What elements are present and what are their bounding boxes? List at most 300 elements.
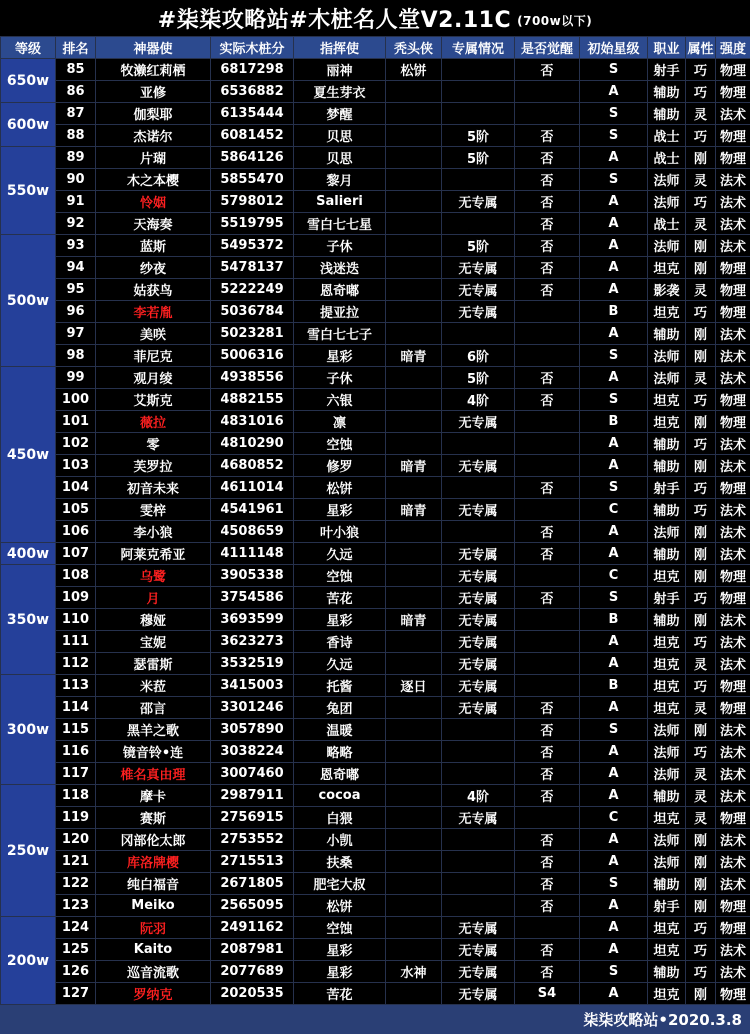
name-cell: 宝妮 — [96, 631, 211, 653]
table-row — [1, 565, 750, 587]
exclusive-cell — [442, 763, 515, 785]
star-cell: A — [580, 191, 648, 213]
name-cell: 月 — [96, 587, 211, 609]
rank-cell: 90 — [56, 169, 96, 191]
column-header: 等级 — [1, 37, 56, 59]
star-cell: S — [580, 587, 648, 609]
attribute-cell: 刚 — [686, 345, 716, 367]
star-cell: A — [580, 697, 648, 719]
attribute-cell: 刚 — [686, 829, 716, 851]
star-cell: C — [580, 565, 648, 587]
exclusive-cell: 6阶 — [442, 345, 515, 367]
star-cell: A — [580, 213, 648, 235]
table-row — [1, 81, 750, 103]
rank-cell: 120 — [56, 829, 96, 851]
exclusive-cell — [442, 323, 515, 345]
exclusive-cell: 无专属 — [442, 411, 515, 433]
class-cell: 战士 — [648, 125, 686, 147]
score-cell: 2715513 — [211, 851, 294, 873]
commander-cell: 丽神 — [294, 59, 386, 81]
score-cell: 4680852 — [211, 455, 294, 477]
rank-cell: 122 — [56, 873, 96, 895]
score-cell: 3415003 — [211, 675, 294, 697]
bald-cell — [386, 477, 442, 499]
star-cell: A — [580, 521, 648, 543]
score-cell: 5478137 — [211, 257, 294, 279]
exclusive-cell: 无专属 — [442, 499, 515, 521]
exclusive-cell: 无专属 — [442, 653, 515, 675]
rank-cell: 99 — [56, 367, 96, 389]
rank-cell: 113 — [56, 675, 96, 697]
commander-cell: Salieri — [294, 191, 386, 213]
class-cell: 辅助 — [648, 455, 686, 477]
name-cell: 怜姻 — [96, 191, 211, 213]
commander-cell: 肥宅大叔 — [294, 873, 386, 895]
table-row — [1, 675, 750, 697]
bald-cell — [386, 257, 442, 279]
awaken-cell — [515, 499, 580, 521]
star-cell: A — [580, 455, 648, 477]
score-cell: 5222249 — [211, 279, 294, 301]
score-cell: 5006316 — [211, 345, 294, 367]
commander-cell: 恩奇嘟 — [294, 763, 386, 785]
commander-cell: 小凯 — [294, 829, 386, 851]
rank-cell: 97 — [56, 323, 96, 345]
name-cell: Kaito — [96, 939, 211, 961]
table-row — [1, 367, 750, 389]
name-cell: 阮羽 — [96, 917, 211, 939]
strength-cell: 法术 — [716, 455, 750, 477]
rank-cell: 100 — [56, 389, 96, 411]
class-cell: 坦克 — [648, 257, 686, 279]
column-header: 是否觉醒 — [515, 37, 580, 59]
bald-cell — [386, 191, 442, 213]
strength-cell: 法术 — [716, 235, 750, 257]
attribute-cell: 刚 — [686, 455, 716, 477]
class-cell: 法师 — [648, 345, 686, 367]
ranking-table — [0, 36, 750, 1005]
table-row — [1, 59, 750, 81]
class-cell: 法师 — [648, 829, 686, 851]
attribute-cell: 灵 — [686, 279, 716, 301]
tier-label: 600w — [1, 103, 56, 147]
name-cell: 芙罗拉 — [96, 455, 211, 477]
star-cell: S — [580, 345, 648, 367]
commander-cell: 香诗 — [294, 631, 386, 653]
name-cell: 初音未来 — [96, 477, 211, 499]
awaken-cell: 否 — [515, 961, 580, 983]
bald-cell — [386, 917, 442, 939]
table-row — [1, 411, 750, 433]
awaken-cell — [515, 301, 580, 323]
attribute-cell: 巧 — [686, 675, 716, 697]
title-text: #柒柒攻略站#木桩名人堂V2.11C — [158, 3, 511, 34]
table-row — [1, 697, 750, 719]
name-cell: 天海奏 — [96, 213, 211, 235]
attribute-cell: 刚 — [686, 235, 716, 257]
class-cell: 战士 — [648, 147, 686, 169]
tier-label: 400w — [1, 543, 56, 565]
score-cell: 6817298 — [211, 59, 294, 81]
table-row — [1, 279, 750, 301]
class-cell: 辅助 — [648, 433, 686, 455]
strength-cell: 物理 — [716, 411, 750, 433]
attribute-cell: 刚 — [686, 565, 716, 587]
attribute-cell: 刚 — [686, 543, 716, 565]
star-cell: A — [580, 763, 648, 785]
bald-cell — [386, 631, 442, 653]
tier-label: 200w — [1, 917, 56, 1005]
attribute-cell: 巧 — [686, 587, 716, 609]
name-cell: 片瑚 — [96, 147, 211, 169]
score-cell: 4111148 — [211, 543, 294, 565]
star-cell: A — [580, 829, 648, 851]
tier-label: 550w — [1, 147, 56, 235]
attribute-cell: 刚 — [686, 257, 716, 279]
awaken-cell: 否 — [515, 191, 580, 213]
commander-cell: 叶小狼 — [294, 521, 386, 543]
table-row — [1, 653, 750, 675]
score-cell: 3905338 — [211, 565, 294, 587]
star-cell: S — [580, 961, 648, 983]
score-cell: 5855470 — [211, 169, 294, 191]
bald-cell: 水神 — [386, 961, 442, 983]
awaken-cell — [515, 565, 580, 587]
class-cell: 射手 — [648, 477, 686, 499]
column-header: 排名 — [56, 37, 96, 59]
rank-cell: 124 — [56, 917, 96, 939]
awaken-cell: 否 — [515, 895, 580, 917]
table-row — [1, 521, 750, 543]
table-row — [1, 235, 750, 257]
rank-cell: 107 — [56, 543, 96, 565]
bald-cell: 暗青 — [386, 609, 442, 631]
table-header-row — [1, 37, 750, 59]
bald-cell — [386, 587, 442, 609]
table-row — [1, 499, 750, 521]
strength-cell: 物理 — [716, 125, 750, 147]
star-cell: A — [580, 851, 648, 873]
bald-cell: 暗青 — [386, 345, 442, 367]
bald-cell — [386, 103, 442, 125]
score-cell: 4611014 — [211, 477, 294, 499]
bald-cell — [386, 235, 442, 257]
strength-cell: 法术 — [716, 741, 750, 763]
commander-cell: 贝思 — [294, 147, 386, 169]
name-cell: 巡音流歌 — [96, 961, 211, 983]
awaken-cell: 否 — [515, 521, 580, 543]
star-cell: S — [580, 169, 648, 191]
attribute-cell: 巧 — [686, 499, 716, 521]
bald-cell — [386, 873, 442, 895]
class-cell: 坦克 — [648, 675, 686, 697]
attribute-cell: 灵 — [686, 785, 716, 807]
awaken-cell: 否 — [515, 147, 580, 169]
star-cell: A — [580, 631, 648, 653]
strength-cell: 物理 — [716, 807, 750, 829]
score-cell: 2077689 — [211, 961, 294, 983]
table-row — [1, 433, 750, 455]
bald-cell: 松饼 — [386, 59, 442, 81]
awaken-cell: 否 — [515, 873, 580, 895]
commander-cell: 星彩 — [294, 345, 386, 367]
exclusive-cell: 无专属 — [442, 983, 515, 1005]
star-cell: A — [580, 235, 648, 257]
exclusive-cell: 无专属 — [442, 301, 515, 323]
table-row — [1, 939, 750, 961]
commander-cell: 兔团 — [294, 697, 386, 719]
star-cell: S — [580, 59, 648, 81]
class-cell: 辅助 — [648, 785, 686, 807]
name-cell: 摩卡 — [96, 785, 211, 807]
awaken-cell: 否 — [515, 829, 580, 851]
exclusive-cell: 5阶 — [442, 147, 515, 169]
class-cell: 坦克 — [648, 389, 686, 411]
table-row — [1, 873, 750, 895]
score-cell: 5864126 — [211, 147, 294, 169]
score-cell: 5036784 — [211, 301, 294, 323]
table-row — [1, 103, 750, 125]
exclusive-cell — [442, 433, 515, 455]
name-cell: 伽梨耶 — [96, 103, 211, 125]
table-row — [1, 807, 750, 829]
rank-cell: 98 — [56, 345, 96, 367]
rank-cell: 114 — [56, 697, 96, 719]
awaken-cell: 否 — [515, 939, 580, 961]
bald-cell — [386, 851, 442, 873]
star-cell: A — [580, 81, 648, 103]
column-header: 属性 — [686, 37, 716, 59]
strength-cell: 法术 — [716, 631, 750, 653]
commander-cell: 星彩 — [294, 499, 386, 521]
attribute-cell: 巧 — [686, 631, 716, 653]
table-row — [1, 719, 750, 741]
bald-cell — [386, 785, 442, 807]
star-cell: S — [580, 477, 648, 499]
awaken-cell — [515, 653, 580, 675]
score-cell: 4541961 — [211, 499, 294, 521]
attribute-cell: 灵 — [686, 213, 716, 235]
bald-cell — [386, 829, 442, 851]
exclusive-cell — [442, 103, 515, 125]
bald-cell — [386, 301, 442, 323]
class-cell: 坦克 — [648, 631, 686, 653]
strength-cell: 法术 — [716, 103, 750, 125]
exclusive-cell: 无专属 — [442, 587, 515, 609]
rank-cell: 116 — [56, 741, 96, 763]
table-row — [1, 345, 750, 367]
column-header: 神器使 — [96, 37, 211, 59]
score-cell: 2756915 — [211, 807, 294, 829]
exclusive-cell: 5阶 — [442, 125, 515, 147]
name-cell: 李小狼 — [96, 521, 211, 543]
attribute-cell: 巧 — [686, 961, 716, 983]
strength-cell: 物理 — [716, 697, 750, 719]
class-cell: 影袭 — [648, 279, 686, 301]
commander-cell: 温暖 — [294, 719, 386, 741]
rank-cell: 123 — [56, 895, 96, 917]
class-cell: 辅助 — [648, 323, 686, 345]
attribute-cell: 巧 — [686, 433, 716, 455]
strength-cell: 法术 — [716, 191, 750, 213]
rank-cell: 106 — [56, 521, 96, 543]
star-cell: A — [580, 257, 648, 279]
exclusive-cell — [442, 741, 515, 763]
awaken-cell: 否 — [515, 235, 580, 257]
awaken-cell: 否 — [515, 125, 580, 147]
commander-cell: 星彩 — [294, 961, 386, 983]
star-cell: S — [580, 103, 648, 125]
column-header: 初始星级 — [580, 37, 648, 59]
exclusive-cell — [442, 81, 515, 103]
strength-cell: 物理 — [716, 565, 750, 587]
bald-cell — [386, 565, 442, 587]
table-row — [1, 389, 750, 411]
bald-cell — [386, 389, 442, 411]
table-row — [1, 983, 750, 1005]
name-cell: 薇拉 — [96, 411, 211, 433]
name-cell: 乌鹭 — [96, 565, 211, 587]
commander-cell: 凛 — [294, 411, 386, 433]
rank-cell: 87 — [56, 103, 96, 125]
class-cell: 辅助 — [648, 103, 686, 125]
strength-cell: 法术 — [716, 169, 750, 191]
rank-cell: 125 — [56, 939, 96, 961]
table-row — [1, 125, 750, 147]
awaken-cell: 否 — [515, 763, 580, 785]
bald-cell: 逐日 — [386, 675, 442, 697]
class-cell: 射手 — [648, 587, 686, 609]
bald-cell — [386, 411, 442, 433]
class-cell: 辅助 — [648, 873, 686, 895]
attribute-cell: 刚 — [686, 895, 716, 917]
commander-cell: 六银 — [294, 389, 386, 411]
table-row — [1, 829, 750, 851]
exclusive-cell — [442, 851, 515, 873]
name-cell: 零 — [96, 433, 211, 455]
tier-label: 500w — [1, 235, 56, 367]
commander-cell: 星彩 — [294, 939, 386, 961]
star-cell: S — [580, 873, 648, 895]
strength-cell: 法术 — [716, 345, 750, 367]
score-cell: 3693599 — [211, 609, 294, 631]
rank-cell: 112 — [56, 653, 96, 675]
bald-cell — [386, 213, 442, 235]
commander-cell: 略略 — [294, 741, 386, 763]
strength-cell: 物理 — [716, 983, 750, 1005]
attribute-cell: 巧 — [686, 301, 716, 323]
strength-cell: 物理 — [716, 59, 750, 81]
commander-cell: cocoa — [294, 785, 386, 807]
attribute-cell: 灵 — [686, 653, 716, 675]
class-cell: 坦克 — [648, 411, 686, 433]
rank-cell: 117 — [56, 763, 96, 785]
table-row — [1, 169, 750, 191]
bald-cell: 暗青 — [386, 455, 442, 477]
exclusive-cell: 5阶 — [442, 235, 515, 257]
star-cell: B — [580, 301, 648, 323]
star-cell: A — [580, 279, 648, 301]
exclusive-cell: 无专属 — [442, 807, 515, 829]
bald-cell: 暗青 — [386, 499, 442, 521]
name-cell: 米菈 — [96, 675, 211, 697]
score-cell: 2753552 — [211, 829, 294, 851]
class-cell: 法师 — [648, 169, 686, 191]
commander-cell: 恩奇嘟 — [294, 279, 386, 301]
class-cell: 坦克 — [648, 697, 686, 719]
exclusive-cell: 4阶 — [442, 389, 515, 411]
exclusive-cell: 5阶 — [442, 367, 515, 389]
class-cell: 坦克 — [648, 653, 686, 675]
name-cell: 阿莱克希亚 — [96, 543, 211, 565]
exclusive-cell: 无专属 — [442, 697, 515, 719]
rank-cell: 119 — [56, 807, 96, 829]
score-cell: 3038224 — [211, 741, 294, 763]
name-cell: 亚修 — [96, 81, 211, 103]
class-cell: 坦克 — [648, 939, 686, 961]
score-cell: 6081452 — [211, 125, 294, 147]
bald-cell — [386, 741, 442, 763]
class-cell: 射手 — [648, 59, 686, 81]
class-cell: 法师 — [648, 191, 686, 213]
exclusive-cell — [442, 719, 515, 741]
commander-cell: 子休 — [294, 367, 386, 389]
bald-cell — [386, 895, 442, 917]
table-row — [1, 741, 750, 763]
strength-cell: 法术 — [716, 653, 750, 675]
column-header: 强度 — [716, 37, 750, 59]
commander-cell: 托酱 — [294, 675, 386, 697]
score-cell: 4831016 — [211, 411, 294, 433]
star-cell: A — [580, 147, 648, 169]
strength-cell: 物理 — [716, 477, 750, 499]
star-cell: A — [580, 367, 648, 389]
commander-cell: 空蚀 — [294, 917, 386, 939]
score-cell: 3301246 — [211, 697, 294, 719]
strength-cell: 法术 — [716, 521, 750, 543]
commander-cell: 雪白七七星 — [294, 213, 386, 235]
rank-cell: 88 — [56, 125, 96, 147]
commander-cell: 久远 — [294, 543, 386, 565]
rank-cell: 93 — [56, 235, 96, 257]
score-cell: 3057890 — [211, 719, 294, 741]
awaken-cell: 否 — [515, 587, 580, 609]
star-cell: A — [580, 543, 648, 565]
bald-cell — [386, 81, 442, 103]
awaken-cell: 否 — [515, 389, 580, 411]
exclusive-cell — [442, 477, 515, 499]
bald-cell — [386, 279, 442, 301]
score-cell: 5023281 — [211, 323, 294, 345]
strength-cell: 物理 — [716, 301, 750, 323]
strength-cell: 法术 — [716, 213, 750, 235]
name-cell: 纯白福音 — [96, 873, 211, 895]
awaken-cell: 否 — [515, 477, 580, 499]
tier-label: 300w — [1, 675, 56, 785]
exclusive-cell: 4阶 — [442, 785, 515, 807]
bald-cell — [386, 763, 442, 785]
table-row — [1, 587, 750, 609]
table-row — [1, 213, 750, 235]
table-row — [1, 763, 750, 785]
name-cell: 牧濑红莉栖 — [96, 59, 211, 81]
awaken-cell: 否 — [515, 697, 580, 719]
bald-cell — [386, 543, 442, 565]
tier-label: 350w — [1, 565, 56, 675]
rank-cell: 103 — [56, 455, 96, 477]
strength-cell: 物理 — [716, 895, 750, 917]
exclusive-cell — [442, 895, 515, 917]
